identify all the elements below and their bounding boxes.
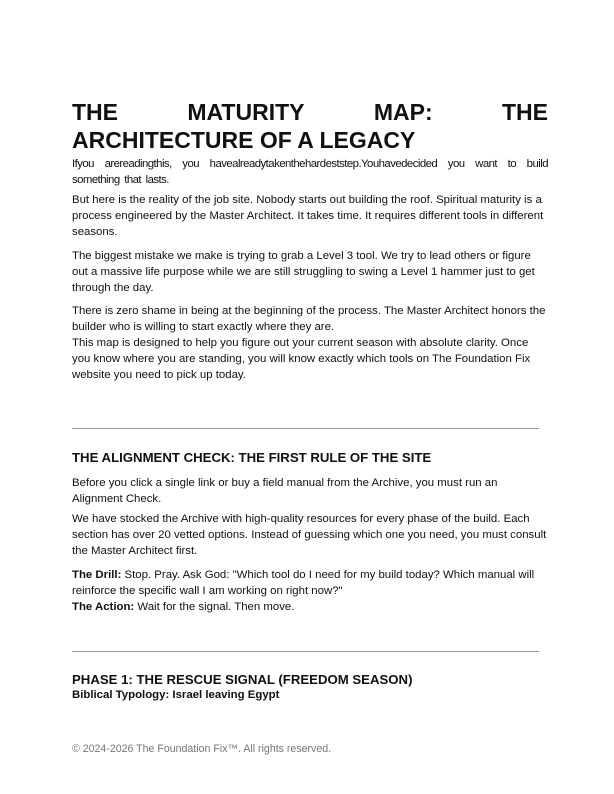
alignment-paragraph-2: We have stocked the Archive with high-quality resources for every phase of the build. Each section has over 20 vetted options. Instead of guessing which one you need, you must consult the Master Architect first.: [72, 513, 547, 557]
intro-paragraph-2: But here is the reality of the job site. Nobody starts out building the roof. Spiritual maturity is a process engineered by the Master Architect. It takes time. It requires different tools in different seasons.: [72, 194, 544, 238]
intro-paragraph-3: The biggest mistake we make is trying to grab a Level 3 tool. We try to lead others or figure out a massive life purpose while we are still struggling to swing a Level 1 hammer just to get through the day.: [72, 250, 535, 294]
intro-paragraph-1: Ifyou arereadingthis, you havealreadytakenthehardeststep.Youhavedecided you want to build something that lasts.: [72, 158, 548, 186]
phase1-subheading: Biblical Typology: Israel leaving Egypt: [72, 689, 280, 701]
title-word: THE: [501, 99, 548, 125]
document-title: [72, 98, 548, 154]
action-text: Wait for the signal. Then move.: [134, 601, 295, 613]
title-word: MAP:: [373, 99, 433, 125]
drill-text: Stop. Pray. Ask God: "Which tool do I need for my build today? Which manual will reinforce the specific wall I am working on right now?": [72, 569, 535, 597]
section-divider: [72, 651, 539, 652]
drill-paragraph: [72, 567, 548, 599]
title-line-2: ARCHITECTURE OF A LEGACY: [72, 127, 416, 153]
action-label: The Action:: [72, 601, 135, 613]
intro-paragraph-5: This map is designed to help you figure out your current season with absolute clarity. Once you know where you are standing, you will know exactly which tools on The Foundation Fix website you need to pick up today.: [72, 337, 531, 381]
alignment-paragraph-1: Before you click a single link or buy a field manual from the Archive, you must run an Alignment Check.: [72, 477, 498, 505]
phase1-heading: PHASE 1: THE RESCUE SIGNAL (FREEDOM SEASON): [72, 672, 413, 687]
intro-paragraph-4: There is zero shame in being at the beginning of the process. The Master Architect honors the builder who is willing to start exactly where they are.: [72, 305, 546, 333]
title-word: MATURITY: [187, 99, 305, 125]
copyright-footer: © 2024-2026 The Foundation Fix™. All rights reserved.: [72, 743, 332, 755]
drill-label: The Drill:: [72, 569, 122, 581]
action-paragraph: [72, 599, 548, 615]
title-word: THE: [72, 99, 118, 125]
alignment-heading: THE ALIGNMENT CHECK: THE FIRST RULE OF THE SITE: [72, 450, 432, 465]
section-divider: [72, 428, 539, 429]
title-line-1: [72, 98, 548, 126]
